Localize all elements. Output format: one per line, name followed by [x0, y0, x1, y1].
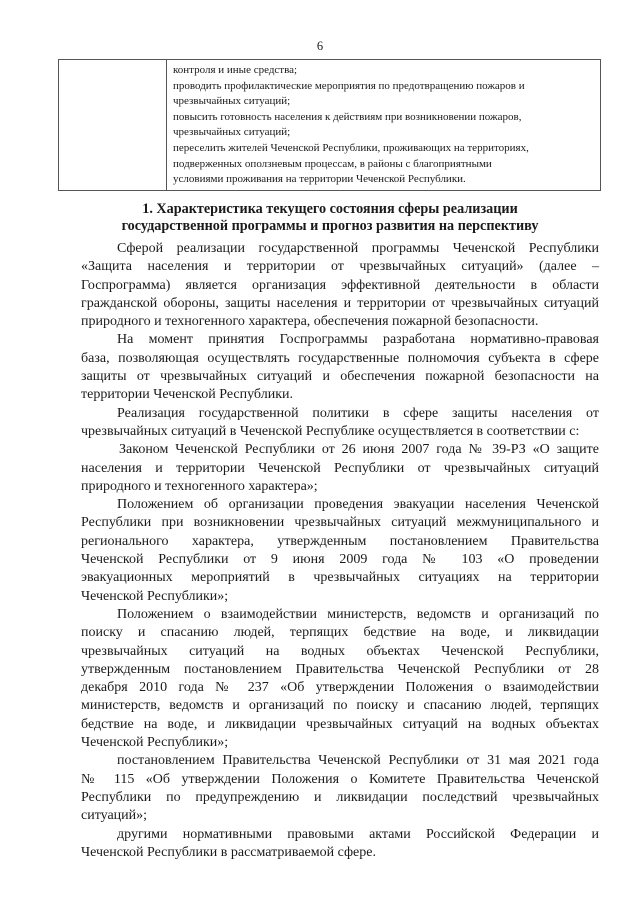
text-line: защиты от чрезвычайных ситуаций и обеспечения пожарной безопасности на	[81, 369, 599, 385]
text-line: Республики при возникновении чрезвычайных ситуаций межмуниципального и	[81, 515, 599, 531]
text-line: природного и техногенного характера»;	[81, 478, 318, 494]
text-line: Законом Чеченской Республики от 26 июня 2007 года № 39-РЗ «О защите	[119, 442, 599, 458]
section-title	[60, 201, 600, 235]
text-line: Чеченской Республики»;	[81, 735, 229, 751]
text-line: Сферой реализации государственной программы Чеченской Республики	[117, 241, 599, 256]
table-line: проводить профилактические мероприятия по предотвращению пожаров и	[173, 79, 525, 92]
text-line: Чеченской Республики в рассматриваемой сфере.	[81, 844, 376, 860]
text-line: Чеченской Республики»;	[81, 588, 229, 604]
table-line: чрезвычайных ситуаций;	[173, 95, 291, 108]
text-line: регионального характера, утвержденным постановлением Правительства	[81, 533, 599, 549]
text-line: территории Чеченской Республики.	[81, 387, 293, 403]
table-line: чрезвычайных ситуаций;	[173, 126, 291, 139]
paragraph	[81, 331, 599, 404]
text-line: «Защита населения и территории от чрезвычайных ситуаций» (далее –	[81, 259, 599, 275]
paragraph	[81, 826, 599, 863]
table-line: условиями проживания на территории Чеченской Республики.	[173, 173, 466, 186]
table-line: повысить готовность населения к действиям при возникновении пожаров,	[173, 110, 522, 123]
text-line: постановлением Правительства Чеченской Республики от 31 мая 2021 года	[117, 753, 599, 769]
text-line: декабря 2010 года № 237 «Об утверждении Положения о взаимодействии	[81, 680, 599, 696]
text-line: природного и техногенного характера, обеспечения пожарной безопасности.	[81, 314, 539, 330]
section-title-line: 1. Характеристика текущего состояния сферы реализации	[142, 201, 518, 217]
text-line: ситуаций»;	[81, 808, 148, 824]
paragraph	[81, 441, 599, 496]
page-number: 6	[316, 39, 324, 53]
text-line: чрезвычайных ситуаций на водных объектах Чеченской Республики,	[81, 643, 599, 659]
paragraph	[81, 496, 599, 606]
text-line: Реализация государственной политики в сфере защиты населения от	[117, 405, 599, 421]
table-cell-label	[59, 60, 167, 191]
text-line: министерств, ведомств и организаций по поиску и спасанию людей, терпящих	[81, 698, 599, 714]
table-line: контроля и иные средства;	[173, 64, 298, 76]
text-line: Республики по предупреждению и ликвидации последствий чрезвычайных	[81, 789, 599, 805]
text-line: эвакуационных мероприятий в чрезвычайных ситуациях на территории	[81, 570, 599, 586]
text-line: поиску и спасанию людей, терпящих бедствие на воде, и ликвидации	[81, 625, 599, 641]
text-line: чрезвычайных ситуаций в Чеченской Республике осуществляется в соответствии с:	[81, 423, 580, 439]
text-line: Чеченской Республики от 9 июня 2009 года № 103 «О проведении	[81, 552, 599, 568]
text-line: другими нормативными правовыми актами Российской Федерации и	[117, 826, 599, 842]
paragraph	[81, 405, 599, 442]
continuation-table	[58, 59, 601, 191]
text-line: Госпрограмма) является организация эффективной деятельности в области	[81, 277, 599, 293]
paragraph	[81, 240, 599, 331]
text-line: Положением об организации проведения эвакуации населения Чеченской	[117, 497, 599, 513]
section-title-line: государственной программы и прогноз развития на перспективу	[121, 218, 539, 234]
table-line: подверженных оползневым процессам, в районы с благоприятными	[173, 157, 492, 170]
text-line: На момент принятия Госпрограммы разработана нормативно-правовая	[117, 332, 599, 348]
text-line: гражданской обороны, защиты населения и территории от чрезвычайных ситуаций	[81, 295, 599, 311]
table-row	[59, 60, 601, 191]
text-line: бедствие на воде, и ликвидации чрезвычайных ситуаций на водных объектах	[81, 716, 599, 732]
table-cell-content	[167, 60, 601, 191]
text-line: база, позволяющая осуществлять государственные полномочия субъекта в сфере	[81, 350, 599, 366]
text-line: № 115 «Об утверждении Положения о Комитете Правительства Чеченской	[81, 771, 599, 787]
table-line: переселить жителей Чеченской Республики, проживающих на территориях,	[173, 141, 529, 154]
document-body	[81, 240, 599, 862]
paragraph	[81, 752, 599, 825]
text-line: утвержденным постановлением Правительства Чеченской Республики от 28	[81, 661, 599, 677]
text-line: Положением о взаимодействии министерств, ведомств и организаций по	[117, 606, 599, 622]
paragraph	[81, 606, 599, 752]
text-line: населения и территории Чеченской Республики от чрезвычайных ситуаций	[81, 460, 599, 476]
